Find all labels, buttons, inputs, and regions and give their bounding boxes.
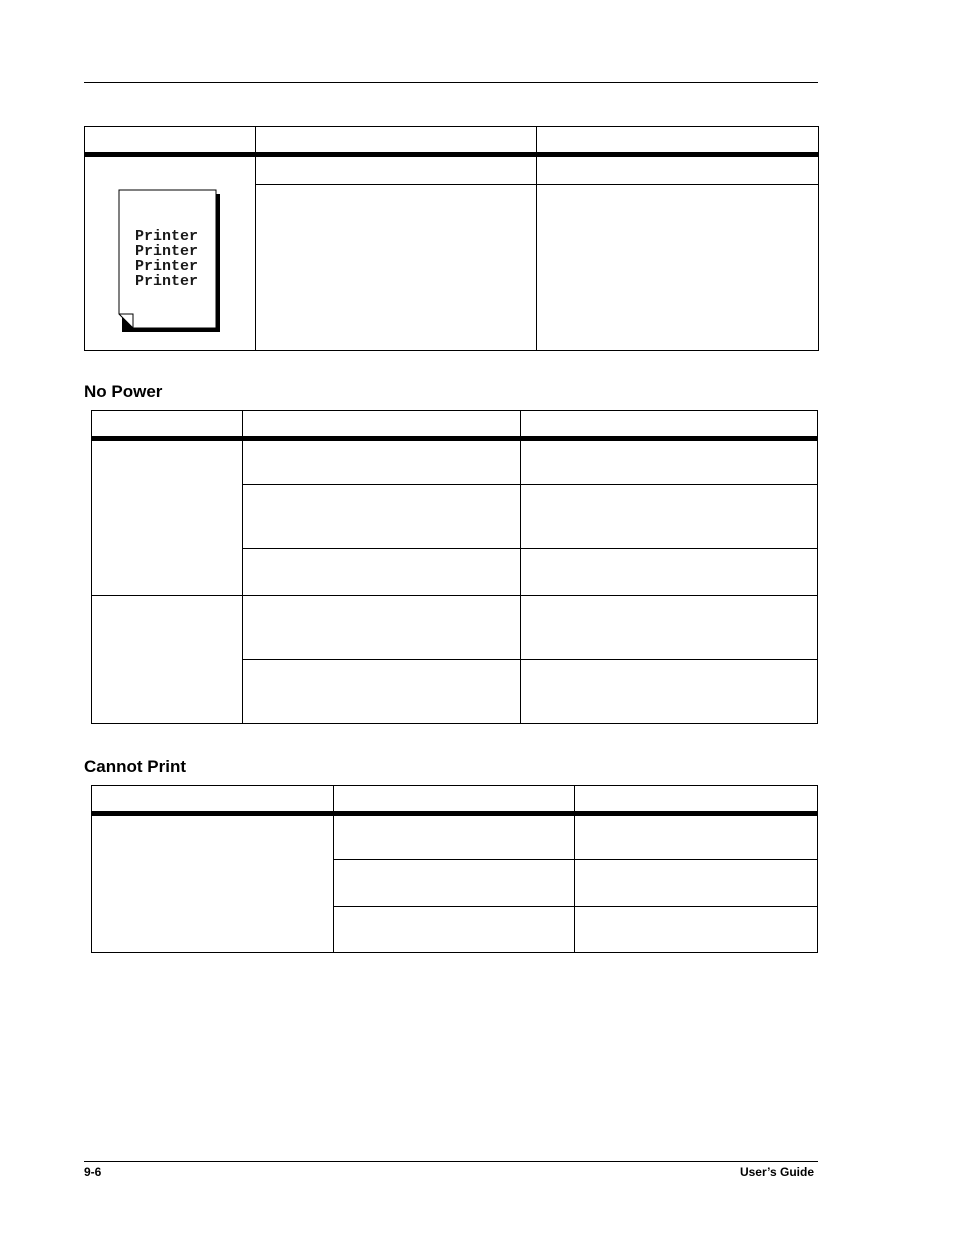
header-cell — [243, 411, 521, 439]
table-cell — [521, 485, 818, 549]
table-cell — [243, 439, 521, 485]
document-title: User’s Guide — [739, 1165, 814, 1179]
no-power-table — [91, 410, 818, 724]
table-cell — [334, 860, 575, 907]
table-header-row — [92, 786, 818, 814]
printer-text-line: Printer — [135, 273, 199, 290]
table-cell — [521, 549, 818, 596]
table-cell — [256, 185, 537, 351]
header-cell — [85, 127, 256, 155]
table-row — [92, 814, 818, 860]
header-cell — [92, 411, 243, 439]
header-cell — [92, 786, 334, 814]
header-cell — [256, 127, 537, 155]
table-cell — [92, 814, 334, 953]
table-cell — [243, 660, 521, 724]
table-cell — [243, 596, 521, 660]
printer-text-line: Printer — [135, 243, 199, 260]
table-cell — [521, 660, 818, 724]
table-row — [85, 155, 819, 185]
table-cell — [243, 485, 521, 549]
table-cell — [92, 439, 243, 596]
header-rule — [84, 82, 818, 83]
table-cell — [334, 814, 575, 860]
table-cell — [537, 185, 819, 351]
printer-text-line: Printer — [135, 258, 199, 275]
table-cell — [575, 907, 818, 953]
table-cell — [243, 549, 521, 596]
table-header-row — [92, 411, 818, 439]
printed-page-sample-icon — [117, 189, 223, 334]
header-cell — [334, 786, 575, 814]
cannot-print-table — [91, 785, 818, 953]
section-title-no-power: No Power — [84, 382, 163, 401]
section-title-cannot-print: Cannot Print — [84, 757, 186, 776]
table-cell — [521, 596, 818, 660]
footer-rule — [84, 1161, 818, 1162]
table-cell — [521, 439, 818, 485]
table-cell — [575, 860, 818, 907]
table-header-row — [85, 127, 819, 155]
table-cell — [575, 814, 818, 860]
table-cell — [92, 596, 243, 724]
header-cell — [521, 411, 818, 439]
header-cell — [537, 127, 819, 155]
table-row — [92, 439, 818, 485]
printer-text-line: Printer — [135, 228, 199, 245]
table-cell — [256, 155, 537, 185]
header-cell — [575, 786, 818, 814]
page-number: 9-6 — [84, 1165, 102, 1179]
table-cell — [334, 907, 575, 953]
table-cell — [537, 155, 819, 185]
table-row — [92, 596, 818, 660]
